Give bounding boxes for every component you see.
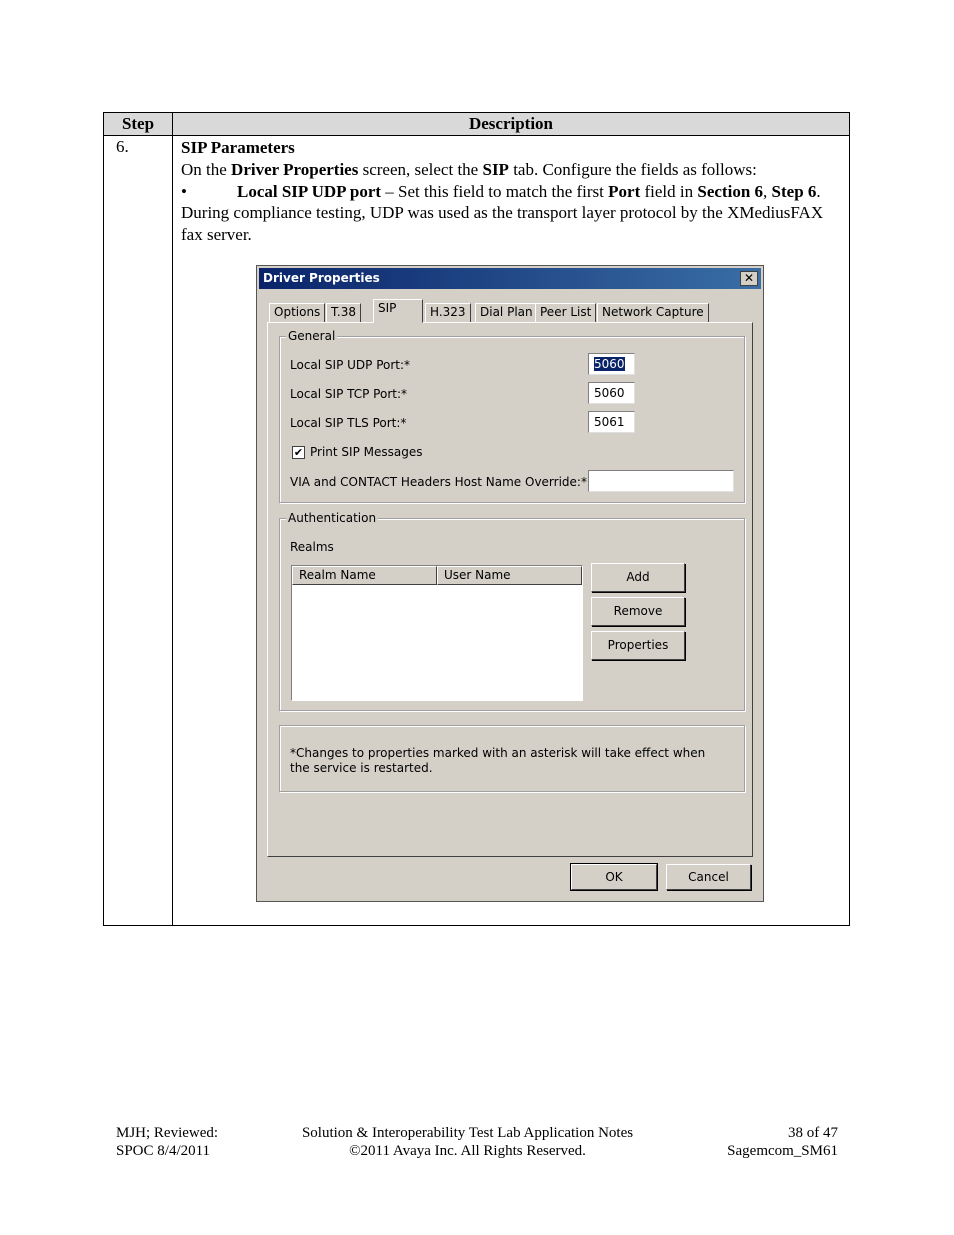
tab-strip — [269, 301, 759, 323]
note-group — [279, 725, 745, 792]
footer-author: MJH; Reviewed: — [116, 1125, 219, 1141]
intro-text: On the Driver Properties screen, select the SIP tab. Configure the fields as follows: — [181, 159, 757, 179]
column-realm-name[interactable]: Realm Name — [292, 566, 437, 585]
tcp-port-input[interactable]: 5060 — [588, 382, 635, 404]
section-title: SIP Parameters — [181, 138, 295, 157]
tab-dial-plan[interactable]: Dial Plan — [475, 303, 538, 322]
authentication-legend: Authentication — [288, 511, 377, 525]
via-override-label: VIA and CONTACT Headers Host Name Override:* — [290, 475, 587, 489]
title-bar — [259, 268, 761, 289]
cancel-button[interactable]: Cancel — [666, 864, 751, 890]
footer-center — [280, 1124, 655, 1160]
properties-button[interactable]: Properties — [591, 631, 685, 660]
footer-page-number: 38 of 47 — [788, 1125, 838, 1141]
add-button[interactable]: Add — [591, 563, 685, 592]
tcp-port-label: Local SIP TCP Port:* — [290, 387, 408, 401]
realms-list[interactable] — [291, 565, 583, 701]
step-description — [181, 137, 841, 246]
authentication-group — [279, 511, 745, 711]
tab-options[interactable]: Options — [269, 303, 325, 322]
column-user-name[interactable]: User Name — [437, 566, 582, 585]
bullet-item: • Local SIP UDP port – Set this field to match the first Port field in Section 6, Step 6. During compliance testing, UDP was used as the transport layer protocol by the XMediusFAX fax server. — [181, 181, 824, 245]
restart-note: *Changes to properties marked with an asterisk will take effect when the service is restarted. — [290, 746, 706, 775]
table-header-row — [104, 113, 849, 136]
tab-t38[interactable]: T.38 — [326, 303, 361, 322]
header-step: Step — [121, 114, 155, 133]
tls-port-label: Local SIP TLS Port:* — [290, 416, 407, 430]
udp-port-label: Local SIP UDP Port:* — [290, 358, 411, 372]
general-group — [279, 329, 745, 503]
tab-peer-list[interactable]: Peer List — [535, 303, 596, 322]
step-number: 6. — [116, 137, 129, 156]
udp-port-input[interactable]: 5060 — [588, 353, 635, 375]
footer-left — [116, 1124, 218, 1160]
column-divider — [172, 113, 173, 925]
bullet-icon: • — [181, 181, 187, 201]
close-icon[interactable]: ✕ — [740, 271, 758, 286]
ok-button[interactable]: OK — [571, 864, 657, 890]
print-sip-label: Print SIP Messages — [310, 445, 423, 459]
general-legend: General — [288, 329, 336, 343]
remove-button[interactable]: Remove — [591, 597, 685, 626]
driver-properties-dialog — [256, 265, 764, 902]
footer-right — [727, 1124, 838, 1160]
sip-tab-panel — [267, 322, 753, 857]
footer-copyright: ©2011 Avaya Inc. All Rights Reserved. — [349, 1143, 586, 1159]
via-override-input[interactable] — [588, 470, 734, 492]
dialog-title: Driver Properties — [263, 271, 380, 285]
footer-review-date: SPOC 8/4/2011 — [116, 1143, 211, 1159]
footer-doc-id: Sagemcom_SM61 — [727, 1143, 838, 1159]
tab-h323[interactable]: H.323 — [425, 303, 471, 322]
footer-doc-title: Solution & Interoperability Test Lab Application Notes — [301, 1125, 634, 1141]
tab-network-capture[interactable]: Network Capture — [597, 303, 709, 322]
realms-label: Realms — [290, 540, 334, 554]
header-description: Description — [468, 114, 554, 133]
print-sip-checkbox[interactable]: ✔ — [293, 446, 304, 459]
tab-sip[interactable]: SIP — [373, 299, 423, 323]
tls-port-input[interactable]: 5061 — [588, 411, 635, 433]
